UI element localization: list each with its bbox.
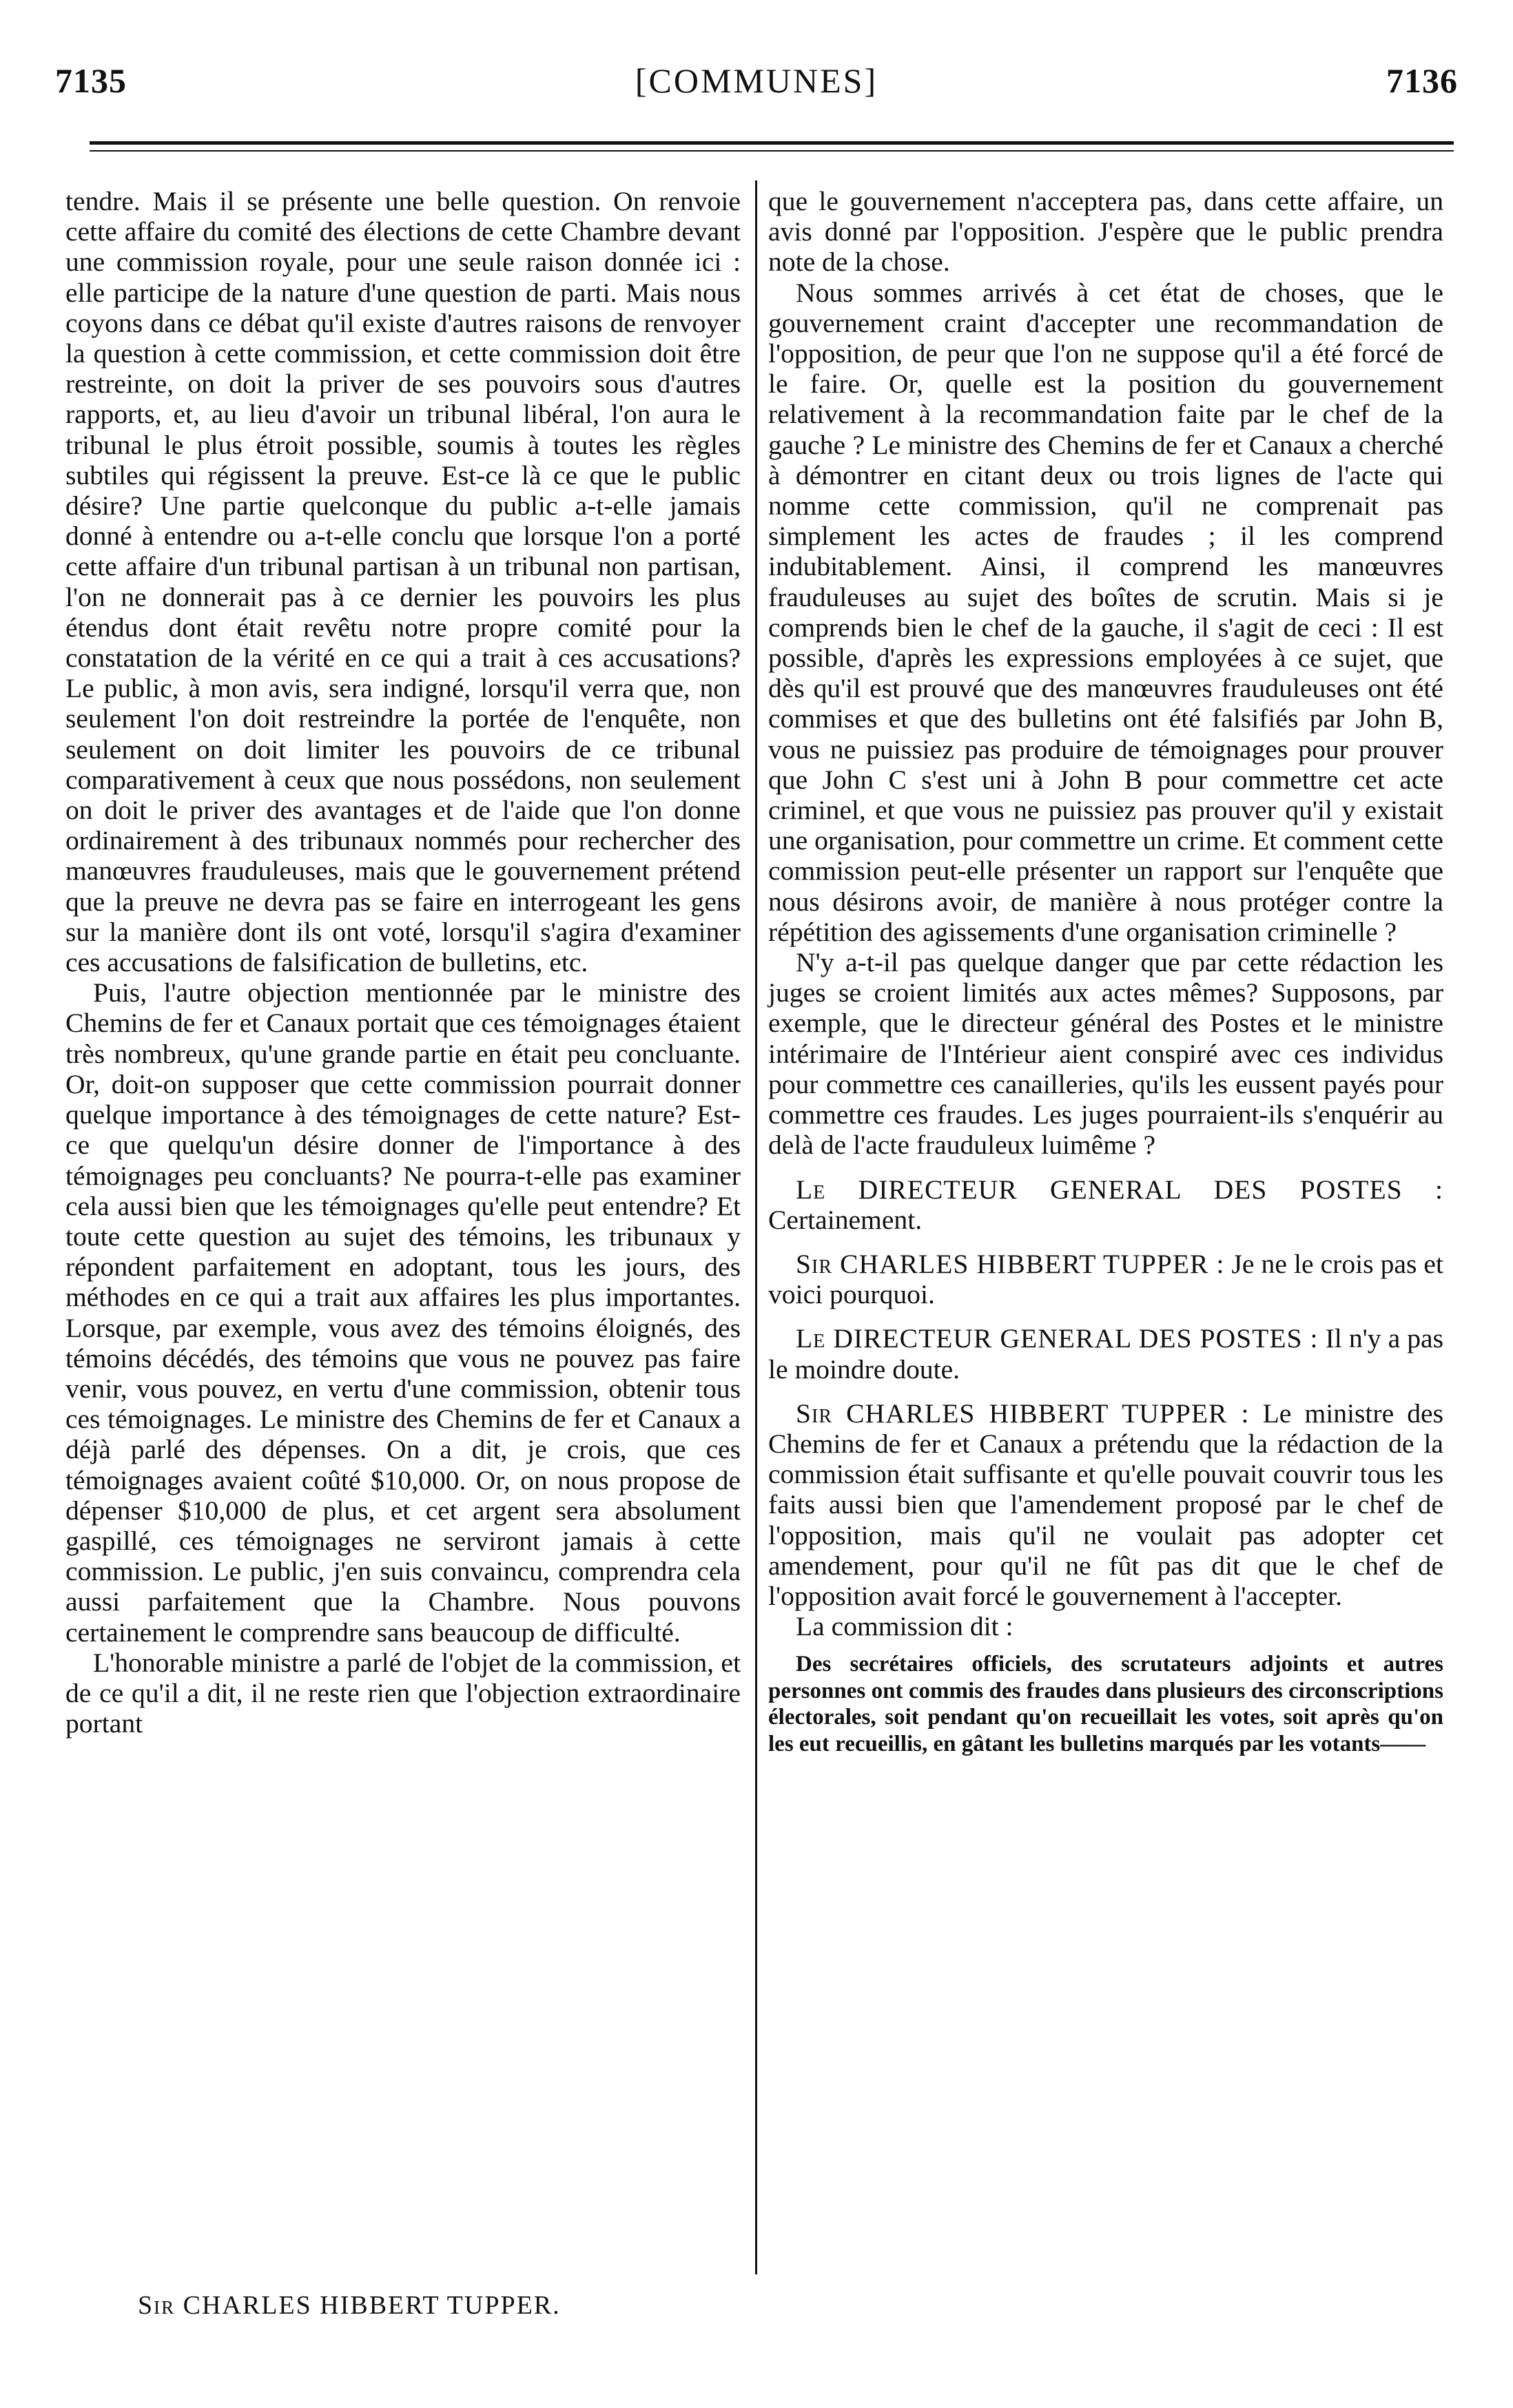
paragraph: Puis, l'autre objection mentionnée par le ministre des Chemins de fer et Canaux portait que ces témoignages étaient très nombreux, qu'une grande partie en était peu concluante. Or, doit-on supposer que cette commission pourrait donner quelque importance à des témoignages de cette nature? Est-ce que quelqu'un désire donner de l'importance à des témoignages peu concluants? Ne pourra-t-elle pas examiner cela aussi bien que les témoignages qu'elle peut entendre? Et toute cette question au sujet des témoins, les tribunaux y répondent parfaitement en adoptant, tous les jours, des méthodes en ce qui a trait aux affaires les plus importantes. Lorsque, par exemple, vous avez des témoins éloignés, des témoins décédés, des témoins que vous ne pouvez pas faire venir, vous pouvez, en vertu d'une commission, obtenir tous ces témoignages. Le ministre des Chemins de fer et Canaux a déjà parlé des dépenses. On a dit, je crois, que ces témoignages avaient coûté $10,000. Or, on nous propose de dépenser $10,000 de plus, et cet argent sera absolument gaspillé, ces témoignages ne serviront jamais à cette commission. Le public, j'en suis convaincu, comprendra cela aussi parfaitement que la Chambre. Nous pouvons certainement le comprendre sans beaucoup de difficulté. (65, 977, 741, 1648)
paragraph: Nous sommes arrivés à cet état de choses, que le gouvernement craint d'accepter une recommandation de l'opposition, de peur que l'on ne suppose qu'il a été forcé de le faire. Or, quelle est la position du gouvernement relativement à la recommandation faite par le chef de la gauche ? Le ministre des Chemins de fer et Canaux a cherché à démontrer en citant deux ou trois lignes de l'acte qui nomme cette commission, qu'il ne comprenait pas simplement les actes de fraudes ; il les comprend indubitablement. Ainsi, il comprend les manœuvres frauduleuses au sujet des boîtes de scrutin. Mais si je comprends bien le chef de la gauche, il s'agit de ceci : Il est possible, d'après les expressions employées à ce sujet, que dès qu'il est prouvé que des manœuvres frauduleuses ont été commises et que des bulletins ont été falsifiés par John B, vous ne puissiez pas produire de témoignages pour prouver que John C s'est uni à John B pour commettre cet acte criminel, et que vous ne puissiez pas prouver qu'il y existait une organisation, pour commettre un crime. Et comment cette commission peut-elle présenter un rapport sur l'enquête que nous désirons avoir, de manière à nous protéger contre la répétition des agissements d'une organisation criminelle ? (768, 277, 1443, 947)
speech-directeur-2 (768, 1323, 1443, 1384)
paragraph: tendre. Mais il se présente une belle question. On renvoie cette affaire du comité des élections de cette Chambre devant une commission royale, pour une seule raison donnée ici : elle participe de la nature d'une question de parti. Mais nous coyons dans ce débat qu'il existe d'autres raisons de renvoyer la question à cette commission, et cette commission doit être restreinte, on doit la priver de ses pouvoirs sous d'autres rapports, et, au lieu d'avoir un tribunal libéral, l'on aura le tribunal le plus étroit possible, soumis à toutes les règles subtiles qui régissent la preuve. Est-ce là ce que le public désire? Une partie quelconque du public a-t-elle jamais donné à entendre ou a-t-elle conclu que lorsque l'on a porté cette affaire d'un tribunal partisan à un tribunal non partisan, l'on ne donnerait pas à ce dernier les pouvoirs les plus étendus dont était revêtu notre propre comité pour la constatation de la vérité en ce qui a trait à ces accusations? Le public, à mon avis, sera indigné, lorsqu'il verra que, non seulement l'on doit restreindre la portée de l'enquête, non seulement on doit limiter les pouvoirs de ce tribunal comparativement à ceux que nous possédons, non seulement on doit le priver des avantages et de l'aide que l'on donne ordinairement à des tribunaux nommés pour rechercher des manœuvres frauduleuses, mais que le gouvernement prétend que la preuve ne devra pas se faire en interrogeant les gens sur la manière dont ils ont voté, lorsqu'il s'agira d'examiner ces accusations de falsification de bulletins, etc. (65, 186, 741, 978)
speech-text: Certainement. (768, 1204, 923, 1235)
speech-text: Le ministre des Chemins de fer et Canaux a prétendu que la rédaction de la commission était suffisante et qu'elle pouvait couvrir tous les faits aussi bien que l'amendement proposé par le chef de l'opposition, mais qu'il ne voulait pas adopter cet amendement, pour qu'il ne fût pas dit que le chef de l'opposition avait forcé le gouvernement à l'accepter. (768, 1398, 1443, 1611)
page-number-left: 7135 (55, 61, 127, 100)
column-divider (755, 180, 757, 2274)
page-header (55, 61, 1458, 123)
running-title: [COMMUNES] (635, 61, 878, 100)
page-number-right: 7136 (1386, 61, 1458, 100)
speaker-name: Sir CHARLES HIBBERT TUPPER : (796, 1398, 1250, 1429)
left-column (65, 186, 741, 1738)
speech-text: Il n'y a pas le moindre doute. (768, 1323, 1443, 1384)
paragraph: que le gouvernement n'acceptera pas, dans cette affaire, un avis donné par l'opposition. J'espère que le public prendra note de la chose. (768, 186, 1443, 278)
speech-tupper-1 (768, 1249, 1443, 1309)
paragraph: N'y a-t-il pas quelque danger que par cette rédaction les juges se croient limités aux actes mêmes? Supposons, par exemple, que le directeur général des Postes et le ministre intérimaire de l'Intérieur aient conspiré avec ces individus pour commettre ces canailleries, qu'ils les eussent payés pour commettre ces fraudes. Les juges pourraient-ils s'enquérir au delà de l'acte frauduleux luimême ? (768, 947, 1443, 1161)
paragraph: La commission dit : (796, 1611, 1013, 1642)
footer-signature: Sir CHARLES HIBBERT TUPPER. (138, 2291, 561, 2320)
header-rule-thin (90, 150, 1454, 152)
speaker-name: Le DIRECTEUR GENERAL DES POSTES : (796, 1174, 1443, 1205)
speech-text: Je ne le crois pas et voici pourquoi. (768, 1248, 1443, 1310)
speaker-name: Sir CHARLES HIBBERT TUPPER : (796, 1248, 1225, 1279)
right-column (768, 186, 1443, 1757)
speaker-name: Le DIRECTEUR GENERAL DES POSTES : (796, 1323, 1319, 1354)
speech-tupper-2 (768, 1398, 1443, 1611)
paragraph: L'honorable ministre a parlé de l'objet de la commission, et de ce qu'il a dit, il ne reste rien que l'objection extraordinaire portant (65, 1647, 741, 1739)
block-quote: Des secrétaires officiels, des scrutateurs adjoints et autres personnes ont commis des fraudes dans plusieurs des circonscriptions électorales, soit pendant qu'on recueillait les votes, soit après qu'on les eut recueillis, en gâtant les bulletins marqués par les votants—— (768, 1652, 1443, 1756)
header-rule-thick (90, 141, 1454, 145)
speech-directeur-1 (768, 1174, 1443, 1235)
